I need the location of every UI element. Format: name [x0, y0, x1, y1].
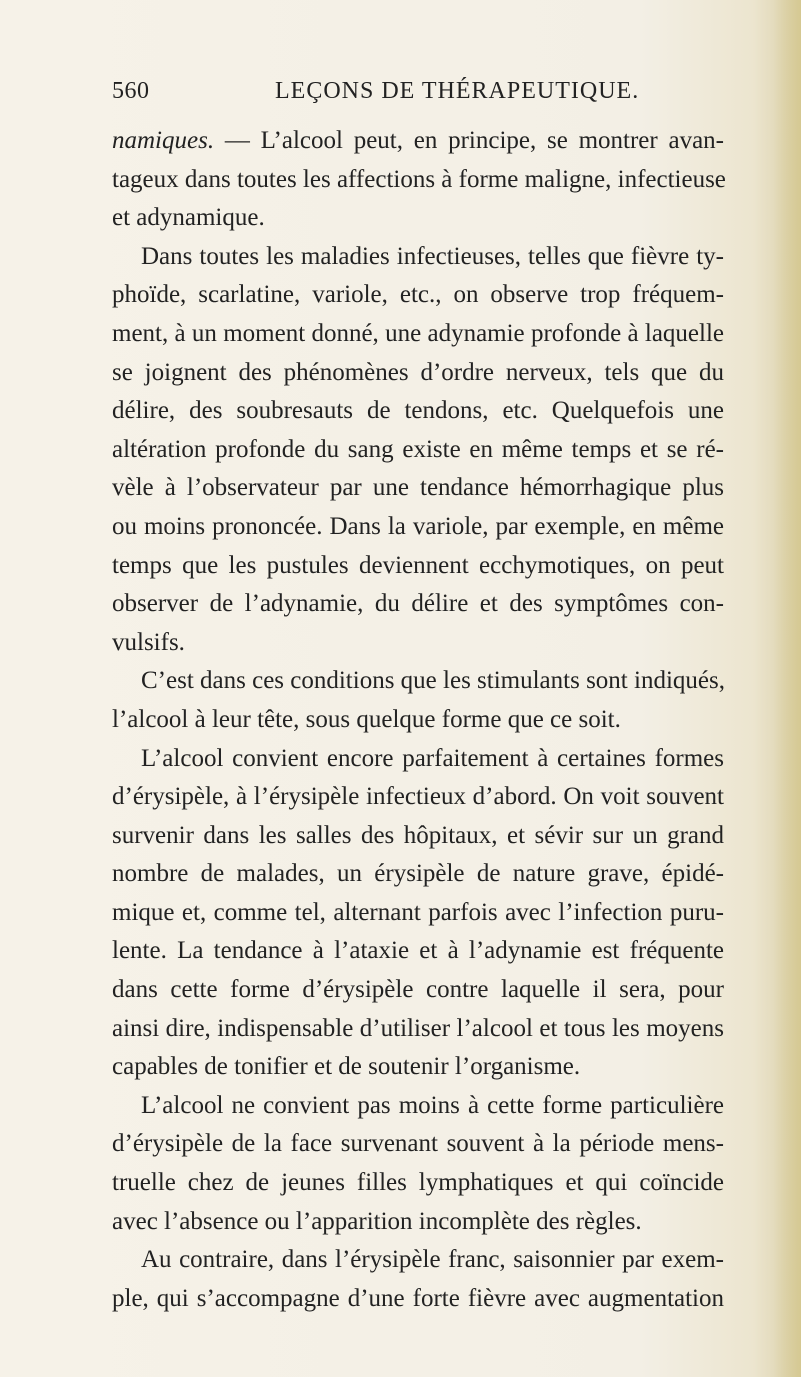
text-line: avec l’absence ou l’apparition incomplète des règles. [112, 1207, 642, 1235]
text-line: délire, des soubresauts de tendons, etc. Quelquefois une [112, 397, 724, 425]
text-line: dans cette forme d’érysipèle contre laquelle il sera, pour [112, 976, 724, 1004]
text-line: mique et, comme tel, alternant parfois avec l’infection puru- [112, 898, 724, 926]
page-edge-shading [773, 0, 801, 1377]
text-line: l’alcool à leur tête, sous quelque forme que ce soit. [112, 705, 621, 733]
text-line: vèle à l’observateur par une tendance hémorrhagique plus [112, 474, 724, 502]
text-line: se joignent des phénomènes d’ordre nerveux, tels que du [112, 358, 724, 386]
text-line [112, 122, 724, 161]
text-line: d’érysipèle de la face survenant souvent à la période mens- [112, 1130, 724, 1158]
text-line: ou moins prononcée. Dans la variole, par exemple, en même [112, 512, 724, 540]
text-line: altération profonde du sang existe en même temps et se ré- [112, 435, 724, 463]
text-line: nombre de malades, un érysipèle de nature grave, épidé- [112, 860, 724, 888]
running-title: LEÇONS DE THÉRAPEUTIQUE. [275, 78, 640, 104]
page-number: 560 [112, 78, 150, 104]
body-text [112, 122, 724, 1318]
text-line: truelle chez de jeunes filles lymphatiques et qui coïncide [112, 1169, 724, 1197]
text-line: L’alcool ne convient pas moins à cette forme particulière [141, 1091, 724, 1119]
text-line: ple, qui s’accompagne d’une forte fièvre avec augmentation [112, 1284, 724, 1312]
text-line: ment, à un moment donné, une adynamie profonde à laquelle [112, 319, 724, 347]
line-text: — L’alcool peut, en principe, se montrer avan- [214, 127, 724, 154]
text-line: C’est dans ces conditions que les stimulants sont indiqués, [141, 667, 725, 695]
italic-word: namiques. [112, 127, 215, 154]
text-line: ainsi dire, indispensable d’utiliser l’alcool et tous les moyens [112, 1014, 724, 1042]
text-line: et adynamique. [112, 204, 265, 232]
text-line: survenir dans les salles des hôpitaux, et sévir sur un grand [112, 821, 724, 849]
text-line: tageux dans toutes les affections à forme maligne, infectieuse [112, 165, 726, 193]
text-line: Dans toutes les maladies infectieuses, telles que fièvre ty- [141, 242, 724, 270]
text-line: phoïde, scarlatine, variole, etc., on observe trop fréquem- [112, 281, 724, 309]
text-line: d’érysipèle, à l’érysipèle infectieux d’abord. On voit souvent [112, 783, 724, 811]
text-line: vulsifs. [112, 628, 185, 656]
text-line: capables de tonifier et de soutenir l’organisme. [112, 1053, 581, 1081]
text-line: temps que les pustules deviennent ecchymotiques, on peut [112, 551, 724, 579]
page-header [112, 78, 722, 114]
text-line: observer de l’adynamie, du délire et des symptômes con- [112, 590, 724, 618]
text-line: L’alcool convient encore parfaitement à certaines formes [141, 744, 724, 772]
text-line: lente. La tendance à l’ataxie et à l’adynamie est fréquente [112, 937, 724, 965]
text-line: Au contraire, dans l’érysipèle franc, saisonnier par exem- [141, 1246, 724, 1274]
